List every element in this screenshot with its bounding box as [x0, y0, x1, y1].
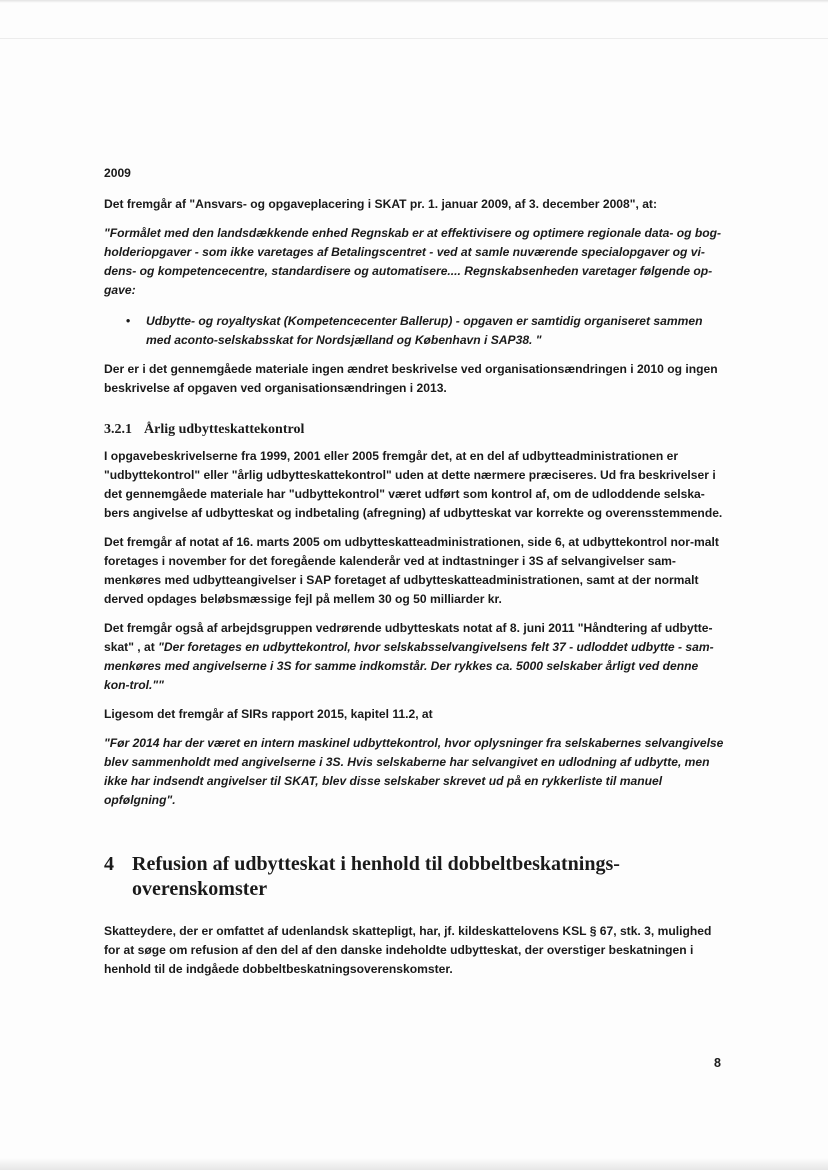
- intro-paragraph: Det fremgår af "Ansvars- og opgaveplacering i SKAT pr. 1. januar 2009, af 3. december 2008", at:: [104, 197, 657, 211]
- quote-paragraph: "Formålet med den landsdækkende enhed Regnskab er at effektivisere og optimere regionale data- og bog-holderiopgaver - som ikke varetages af Betalingscentret - ved at samle nuværende specialopgaver og vi-dens- og kompetencecentre, standardisere og automatisere.... Regnskabsenheden varetager følgende op-gave:: [104, 226, 722, 297]
- paragraph-opgavebeskrivelser: I opgavebeskrivelserne fra 1999, 2001 eller 2005 fremgår det, at en del af udbytteadministrationen er "udbyttekontrol" eller "årlig udbytteskattekontrol" uden at dette nærmere præciseres. Ud fra beskrivelser i det gennemgåede materiale har "udbyttekontrol" været udført som kontrol af, om de udloddende selska-bers angivelse af udbytteskat og indbetaling (afregning) af udbytteskat var korrekte og overensstemmende.: [104, 449, 723, 520]
- bullet-item: [104, 312, 724, 350]
- paragraph-sir-quote: "Før 2014 har der været en intern maskinel udbyttekontrol, hvor oplysninger fra selskabernes selvangivelse blev sammenholdt med angivelserne i 3S. Hvis selskaberne har selvangivet en udlodning af udbytte, men ikke har indsendt angivelser til SKAT, blev disse selskaber skrevet ud på en rykkerliste til manuel opfølgning".: [104, 736, 724, 807]
- bullet-text: Udbytte- og royaltyskat (Kompetencecenter Ballerup) - opgaven er samtidig organiseret sammen med aconto-selskabsskat for Nordsjælland og København i SAP38. ": [146, 314, 703, 347]
- section-heading-3-2-1: [104, 420, 724, 439]
- scan-edge-top: [0, 0, 828, 3]
- section-number: 3.2.1: [104, 422, 132, 437]
- paragraph-notat-2005: Det fremgår af notat af 16. marts 2005 om udbytteskatteadministrationen, side 6, at udbyttekontrol nor-malt foretages i november for det foregående kalenderår ved at indtastninger i 3S af selvangivelser sam-menkøres med udbytteangivelser i SAP foretaget af udbytteskatteadministrationen, samt at der normalt derved opdages beløbsmæssige fejl på mellem 30 og 50 milliarder kr.: [104, 535, 719, 606]
- paragraph-arbejdsgruppe-plain: Det fremgår også af arbejdsgruppen vedrørende udbytteskats notat af 8. juni 2011 "Håndtering af udbytte-skat" , at: [104, 621, 713, 654]
- page-number: 8: [714, 1056, 721, 1070]
- scan-line: [0, 38, 828, 39]
- section-number: 4: [104, 853, 114, 875]
- document-body: [104, 164, 724, 989]
- paragraph-arbejdsgruppe: [104, 619, 724, 695]
- paragraph-refusion: Skatteydere, der er omfattet af udenlandsk skattepligt, har, jf. kildeskattelovens KSL § 67, stk. 3, mulighed for at søge om refusion af den del af den danske indeholdte udbytteskat, der overstiger beskatningen i henhold til de indgåede dobbeltbeskatningsoverenskomster.: [104, 924, 712, 976]
- scan-edge-bottom: [0, 1158, 828, 1170]
- paragraph-arbejdsgruppe-quote: "Der foretages en udbyttekontrol, hvor selskabsselvangivelsens felt 37 - udloddet udbytte - sam-menkøres med angivelserne i 3S for samme indkomstår. Der rykkes ca. 5000 selskaber årligt ved denne kon-trol."": [104, 640, 714, 692]
- bullet-icon: •: [126, 314, 131, 328]
- year-heading: 2009: [104, 166, 131, 180]
- section-title: Refusion af udbytteskat i henhold til dobbeltbeskatnings-overenskomster: [132, 853, 620, 900]
- section-heading-4: [104, 852, 724, 902]
- section-title: Årlig udbytteskattekontrol: [144, 422, 305, 437]
- org-change-paragraph: Der er i det gennemgåede materiale ingen ændret beskrivelse ved organisationsændringen i 2010 og ingen beskrivelse af opgaven ved organisationsændringen i 2013.: [104, 362, 718, 395]
- paragraph-sir-rapport: Ligesom det fremgår af SIRs rapport 2015, kapitel 11.2, at: [104, 707, 433, 721]
